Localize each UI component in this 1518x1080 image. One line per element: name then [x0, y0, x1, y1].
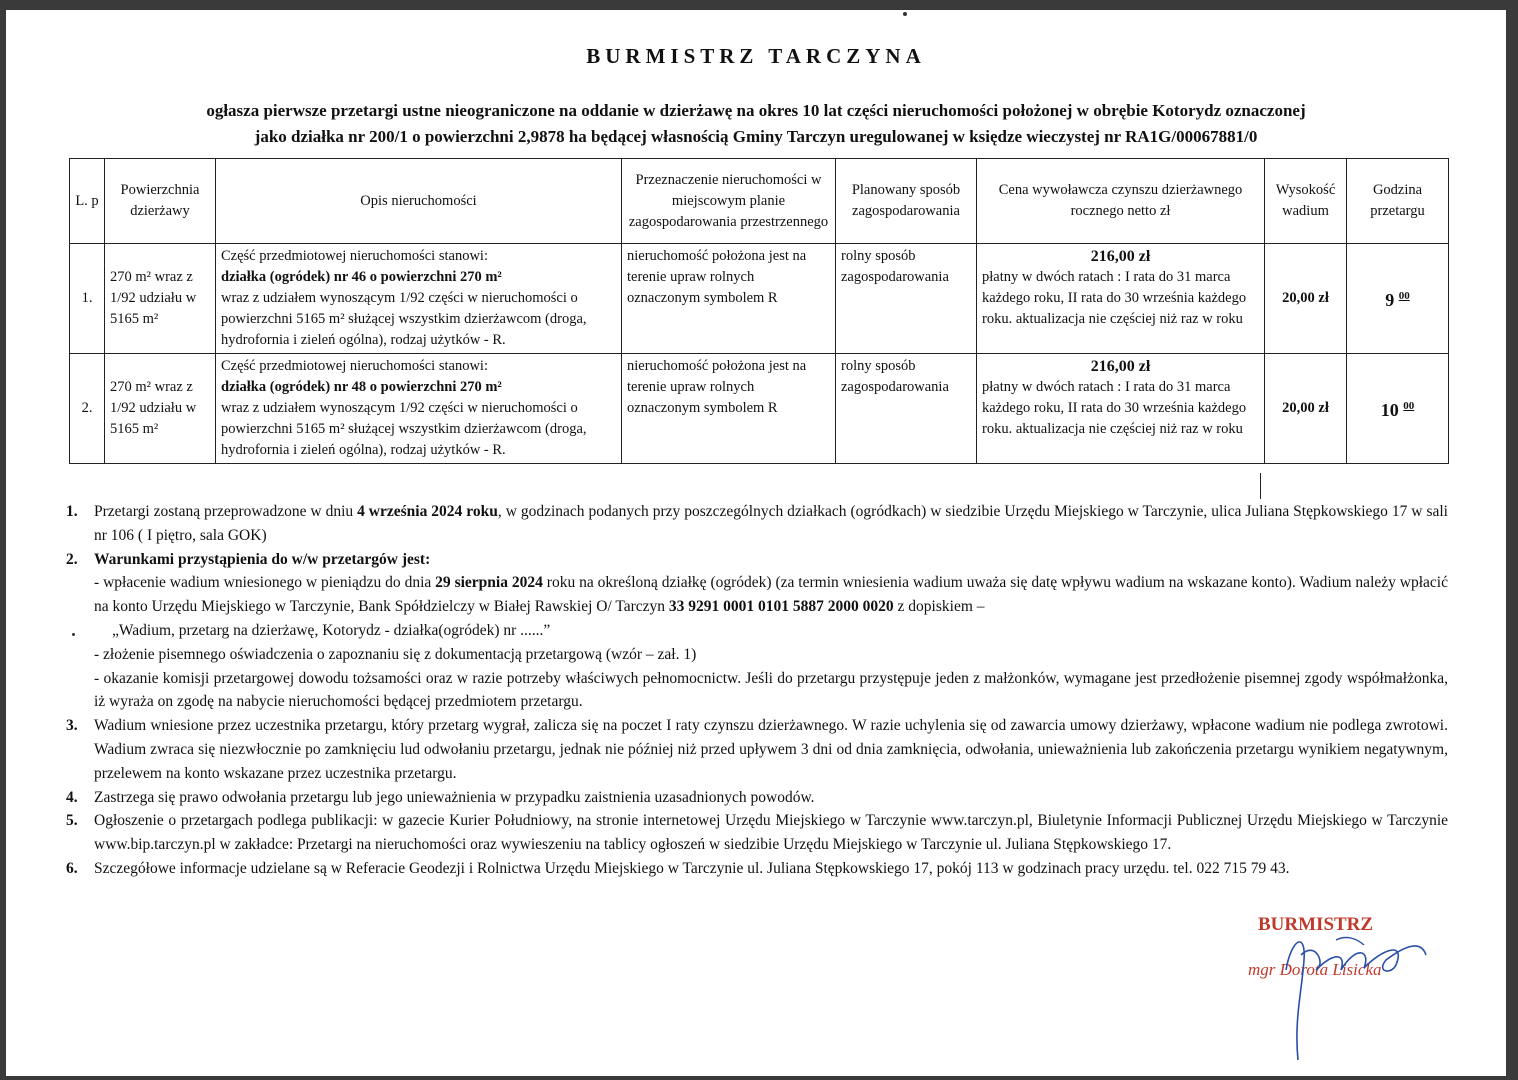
row-hour-cell — [1347, 244, 1449, 354]
col-header-area: Powierzchnia dzierżawy — [105, 159, 216, 244]
intro-line-1: ogłasza pierwsze przetargi ustne nieograniczone na oddanie w dzierżawę na okres 10 lat części nieruchomości położonej w obrębie Kotorydz oznaczonej — [206, 101, 1306, 120]
row-description — [216, 354, 622, 464]
list-item — [66, 548, 1448, 572]
row-description-rest: wraz z udziałem wynoszącym 1/92 części w nieruchomości o powierzchni 5165 m² służącej wszystkim dzierżawcom (droga, hydrofornia i zieleń ogólna), rodzaj użytków - R. — [221, 290, 587, 348]
signature-stamp — [1246, 910, 1446, 1070]
row-planned-use: rolny sposób zagospodarowania — [836, 354, 977, 464]
list-item-number: 3. — [66, 717, 78, 735]
note-1-date: 4 września 2024 roku — [357, 503, 498, 520]
subitem-text-c: z dopiskiem – — [893, 598, 985, 616]
row-price: 216,00 zł — [1090, 358, 1151, 375]
signature-name: mgr Dorota Lisicka — [1248, 960, 1382, 979]
list-item-text: Ogłoszenie o przetargach podlega publikacji: w gazecie Kurier Południowy, na stronie internetowej Urzędu Miejskiego w Tarczynie www.tarczyn.pl, Biuletynie Informacji Publicznej Urzędu Miejskiego w Tarczynie www.bip.tarczyn.pl w zakładce: Przetargi na nieruchomości oraz wywieszeniu na tablicy ogłoszeń w siedzibie Urzędu Miejskiego w Tarczynie ul. Juliana Stępkowskiego 17. — [94, 812, 1448, 854]
row-lp: 1. — [70, 244, 105, 354]
row-description-plot: działka (ogródek) nr 48 o powierzchni 270 m² — [221, 379, 502, 395]
note-1-text-a: Przetargi zostaną przeprowadzone w dniu — [94, 503, 358, 520]
table-divider-tick — [1260, 473, 1261, 499]
list-item-text: Szczegółowe informacje udzielane są w Referacie Geodezji i Rolnictwa Urzędu Miejskiego w Tarczynie ul. Juliana Stępkowskiego 17, pokój 113 w godzinach pracy urzędu. tel. 022 715 79 43. — [94, 859, 1290, 877]
row-minutes: 00 — [1403, 400, 1415, 412]
list-item-number: 2. — [66, 550, 78, 568]
list-subitem: - złożenie pisemnego oświadczenia o zapoznaniu się z dokumentacją przetargową (wzór – zał. 1) — [94, 645, 697, 663]
list-item-text: Wadium wniesione przez uczestnika przetargu, który przetarg wygrał, zalicza się na poczet I raty czynszu dzierżawnego. W razie uchylenia się od zawarcia umowy dzierżawy, wpłacone wadium nie podlega zwrotowi. Wadium zwraca się niezwłocznie po zamknięciu lud odwołaniu przetargu, jednak nie później niż przed upływem 3 dni od dnia zamknięcia, odwołania, unieważnienia lub zakończenia przetargu wynikiem negatywnym, przelewem na konto wskazane przez uczestnika przetargu. — [94, 717, 1448, 782]
row-hour-cell — [1347, 354, 1449, 464]
row-price-details: płatny w dwóch ratach : I rata do 31 marca każdego roku, II rata do 30 września każdego roku. aktualizacja nie częściej niż raz w roku — [982, 269, 1247, 327]
row-price-cell — [977, 354, 1265, 464]
announcement-intro — [66, 98, 1446, 150]
intro-line-2: jako działka nr 200/1 o powierzchni 2,9878 ha będącej własnością Gminy Tarczyn uregulowanej w księdze wieczystej nr RA1G/00067881/0 — [254, 127, 1258, 146]
row-purpose: nieruchomość położona jest na terenie upraw rolnych oznaczonym symbolem R — [622, 354, 836, 464]
subitem-text-a: - wpłacenie wadium wniesionego w pieniądzu do dnia — [94, 574, 436, 592]
note-1-text-b: , w godzinach podanych przy poszczególnych działkach (ogródkach) w siedzibie Urzędu Miejskiego w Tarczynie, ulica Juliana Stępkowskiego 17 w sali nr 106 ( I piętro, sala GOK) — [94, 503, 1448, 544]
conditions-list — [66, 500, 1448, 881]
col-header-lp: L. p — [70, 159, 105, 244]
list-item — [66, 500, 1448, 548]
signature-title: BURMISTRZ — [1258, 914, 1374, 935]
subitem-text-b: roku na określoną działkę (ogródek) (za termin wniesienia wadium uważa się datę wpływu wadium na wskazane konto). Wadium należy wpłacić na konto Urzędu Miejskiego w Tarczynie, Bank Spółdzielczy w Białej Rawskiej O/ Tarczyn — [94, 574, 1448, 616]
row-price-cell — [977, 244, 1265, 354]
tender-table — [69, 158, 1449, 464]
col-header-description: Opis nieruchomości — [216, 159, 622, 244]
list-item-number: 5. — [66, 812, 78, 830]
row-hour: 10 — [1380, 400, 1399, 420]
row-deposit: 20,00 zł — [1265, 354, 1347, 464]
row-area: 270 m² wraz z 1/92 udziału w 5165 m² — [105, 354, 216, 464]
deposit-deadline: 29 sierpnia 2024 — [435, 574, 543, 592]
col-header-deposit: Wysokość wadium — [1265, 159, 1347, 244]
row-lp: 2. — [70, 354, 105, 464]
list-item — [66, 714, 1448, 785]
row-purpose: nieruchomość położona jest na terenie upraw rolnych oznaczonym symbolem R — [622, 244, 836, 354]
document-page — [6, 10, 1506, 1076]
table-row — [70, 354, 1449, 464]
row-description-plot: działka (ogródek) nr 46 o powierzchni 270 m² — [221, 269, 502, 285]
row-minutes: 00 — [1398, 290, 1410, 302]
col-header-hour: Godzina przetargu — [1347, 159, 1449, 244]
list-item-text: Zastrzega się prawo odwołania przetargu lub jego unieważnienia w przypadku zaistnienia uzasadnionych powodów. — [94, 788, 815, 806]
list-item — [66, 857, 1448, 881]
row-price: 216,00 zł — [1090, 248, 1151, 265]
row-deposit: 20,00 zł — [1265, 244, 1347, 354]
list-item — [66, 786, 1448, 810]
list-item-heading: Warunkami przystąpienia do w/w przetargów jest: — [94, 550, 431, 568]
row-planned-use: rolny sposób zagospodarowania — [836, 244, 977, 354]
scan-speck — [903, 12, 907, 16]
row-area: 270 m² wraz z 1/92 udziału w 5165 m² — [105, 244, 216, 354]
row-description-intro: Część przedmiotowej nieruchomości stanowi: — [221, 248, 488, 264]
bank-account-number: 33 9291 0001 0101 5887 2000 0020 — [668, 598, 894, 616]
handwritten-signature-icon — [1246, 910, 1446, 1070]
row-price-details: płatny w dwóch ratach : I rata do 31 marca każdego roku, II rata do 30 września każdego roku. aktualizacja nie częściej niż raz w roku — [982, 379, 1247, 437]
col-header-price: Cena wywoławcza czynszu dzierżawnego rocznego netto zł — [977, 159, 1265, 244]
row-description-rest: wraz z udziałem wynoszącym 1/92 części w nieruchomości o powierzchni 5165 m² służącej wszystkim dzierżawcom (droga, hydrofornia i zieleń ogólna), rodzaj użytków - R. — [221, 400, 587, 458]
list-item-number: 1. — [66, 503, 78, 520]
table-row — [70, 244, 1449, 354]
document-title: BURMISTRZ TARCZYNA — [586, 44, 926, 68]
transfer-title-quote: „Wadium, przetarg na dzierżawę, Kotorydz - działka(ogródek) nr ......” — [112, 621, 551, 639]
list-item — [66, 809, 1448, 857]
row-hour: 9 — [1385, 290, 1395, 310]
row-description — [216, 244, 622, 354]
list-item-number: 6. — [66, 859, 78, 877]
list-subitem: - okazanie komisji przetargowej dowodu tożsamości oraz w razie potrzeby właściwych pełnomocnictw. Jeśli do przetargu przystępuje jeden z małżonków, wymagane jest przedłożenie pisemnej zgody współmałżonka, iż wyraża on zgodę na nabycie nieruchomości będącej przedmiotem przetargu. — [94, 669, 1448, 711]
table-header-row — [70, 159, 1449, 244]
col-header-purpose: Przeznaczenie nieruchomości w miejscowym planie zagospodarowania przestrzennego — [622, 159, 836, 244]
list-item-text — [94, 500, 1448, 548]
list-subitem — [66, 571, 1448, 619]
row-description-intro: Część przedmiotowej nieruchomości stanowi: — [221, 358, 488, 374]
list-item-number: 4. — [66, 788, 78, 806]
col-header-planned-use: Planowany sposób zagospodarowania — [836, 159, 977, 244]
